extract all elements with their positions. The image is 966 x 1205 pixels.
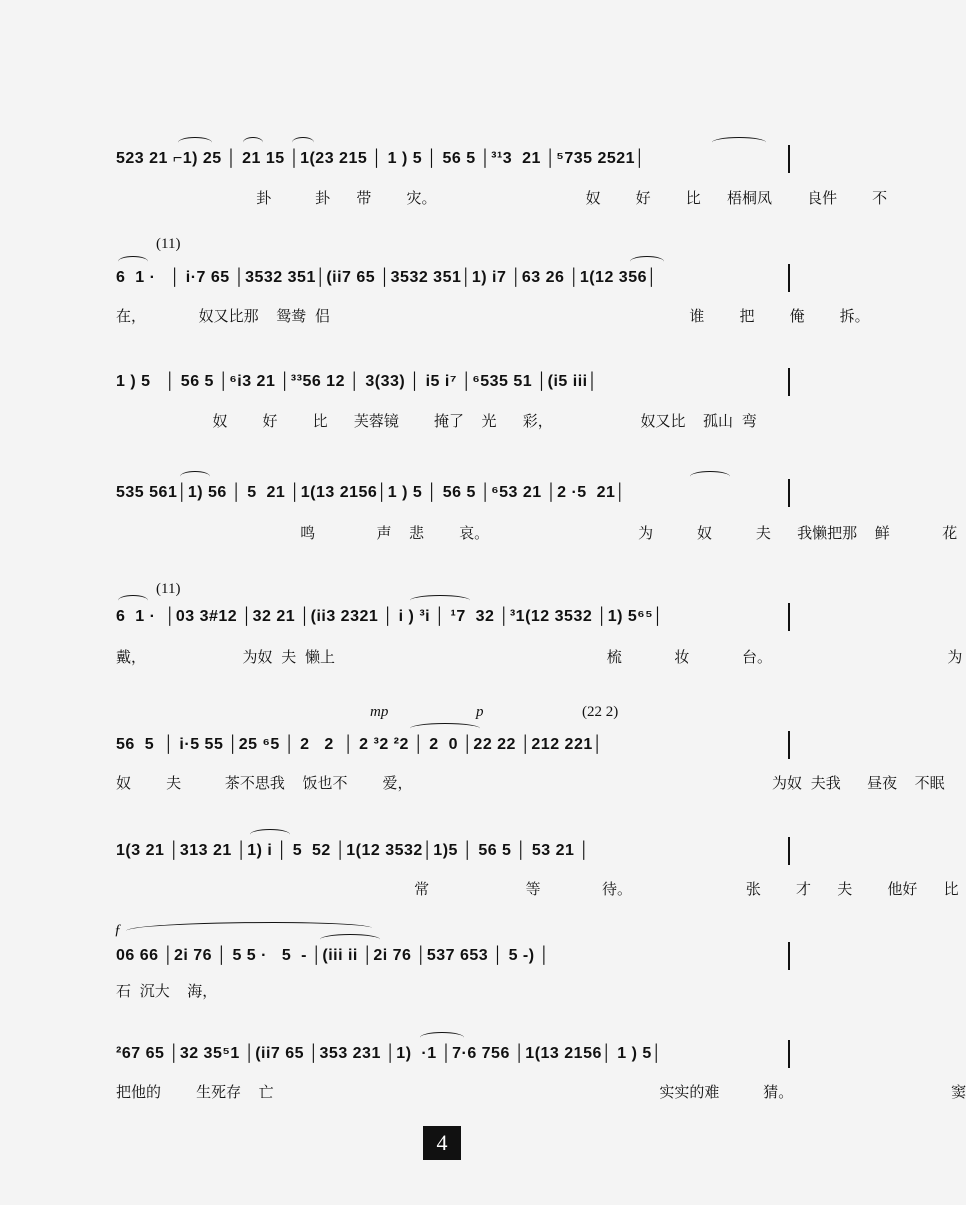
slur bbox=[420, 1032, 464, 1043]
slur bbox=[410, 595, 470, 606]
notation-line-2: 6 1 · │ i·7 65 │3532 351│(ii7 65 │3532 351│1) i7 │63 26 │1(12 356│ bbox=[116, 264, 790, 292]
dynamic-mp: mp bbox=[370, 704, 389, 720]
lyrics-line-5: 戴， 为奴 夫 懒上 梳 妆 台。 为 bbox=[116, 648, 963, 666]
slur bbox=[712, 137, 766, 148]
slur bbox=[118, 595, 148, 606]
dynamic-f: ƒ bbox=[114, 922, 122, 938]
notation-line-7: 1(3 21 │313 21 │1) i │ 5 52 │1(12 3532│1)5 │ 56 5 │ 53 21 │ bbox=[116, 837, 790, 865]
bracket-annotation: (22 2) bbox=[582, 704, 619, 720]
lyrics-line-7: 常 等 待。 张 才 夫 他好 比 bbox=[116, 880, 959, 898]
slur bbox=[178, 137, 212, 148]
repeat-count-annotation: (11) bbox=[156, 581, 181, 597]
notation-line-4: 535 561│1) 56 │ 5 21 │1(13 2156│1 ) 5 │ 56 5 │⁶53 21 │2 ·5 21│ bbox=[116, 479, 790, 507]
lyrics-line-3: 奴 好 比 芙蓉镜 掩了 光 彩， 奴又比 孤山 弯 bbox=[116, 412, 757, 430]
notation-line-9: ²67 65 │32 35⁵1 │(ii7 65 │353 231 │1) ·1 │7·6 756 │1(13 2156│ 1 ) 5│ bbox=[116, 1040, 790, 1068]
slur bbox=[118, 256, 148, 267]
lyrics-line-2: 在， 奴又比那 鸳鸯 侣 谁 把 俺 拆。 bbox=[116, 307, 870, 325]
slur bbox=[630, 256, 664, 267]
slur bbox=[690, 471, 730, 482]
notation-line-5: 6 1 · │03 3#12 │32 21 │(ii3 2321 │ i ) ³i │ ¹7 32 │³1(12 3532 │1) 5⁶⁵│ bbox=[116, 603, 790, 631]
notation-line-3: 1 ) 5 │ 56 5 │⁶i3 21 │³³56 12 │ 3(33) │ i5 i⁷ │⁶535 51 │(i5 iii│ bbox=[116, 368, 790, 396]
lyrics-line-8: 石 沉大 海， bbox=[116, 982, 218, 1000]
lyrics-line-4: 鸣 声 悲 哀。 为 奴 夫 我懒把那 鲜 花 bbox=[116, 524, 958, 542]
lyrics-line-9: 把他的 生死存 亡 实实的难 猜。 窦 bbox=[116, 1083, 966, 1101]
slur bbox=[243, 137, 263, 148]
slur bbox=[320, 934, 380, 945]
dynamic-p: p bbox=[476, 704, 484, 720]
notation-line-1: 523 21 ⌐1) 25 │ 21 15 │1(23 215 │ 1 ) 5 │ 56 5 │³¹3 21 │⁵735 2521│ bbox=[116, 145, 790, 173]
notation-line-8: 06 66 │2i 76 │ 5 5 · 5 - │(iii ii │2i 76 │537 653 │ 5 -) │ bbox=[116, 942, 790, 970]
lyrics-line-1: 卦 卦 带 灾。 奴 好 比 梧桐凤 良件 不 bbox=[116, 189, 888, 207]
slur bbox=[292, 137, 314, 148]
lyrics-line-6: 奴 夫 茶不思我 饭也不 爱， 为奴 夫我 昼夜 不眠 bbox=[116, 774, 945, 792]
notation-line-6: 56 5 │ i·5 55 │25 ⁶5 │ 2 2 │ 2 ³2 ²2 │ 2 0 │22 22 │212 221│ bbox=[116, 731, 790, 759]
slur bbox=[250, 829, 290, 840]
page-number: 4 bbox=[423, 1126, 461, 1160]
repeat-count-annotation: (11) bbox=[156, 236, 181, 252]
slur bbox=[180, 471, 210, 482]
slur bbox=[410, 723, 480, 734]
